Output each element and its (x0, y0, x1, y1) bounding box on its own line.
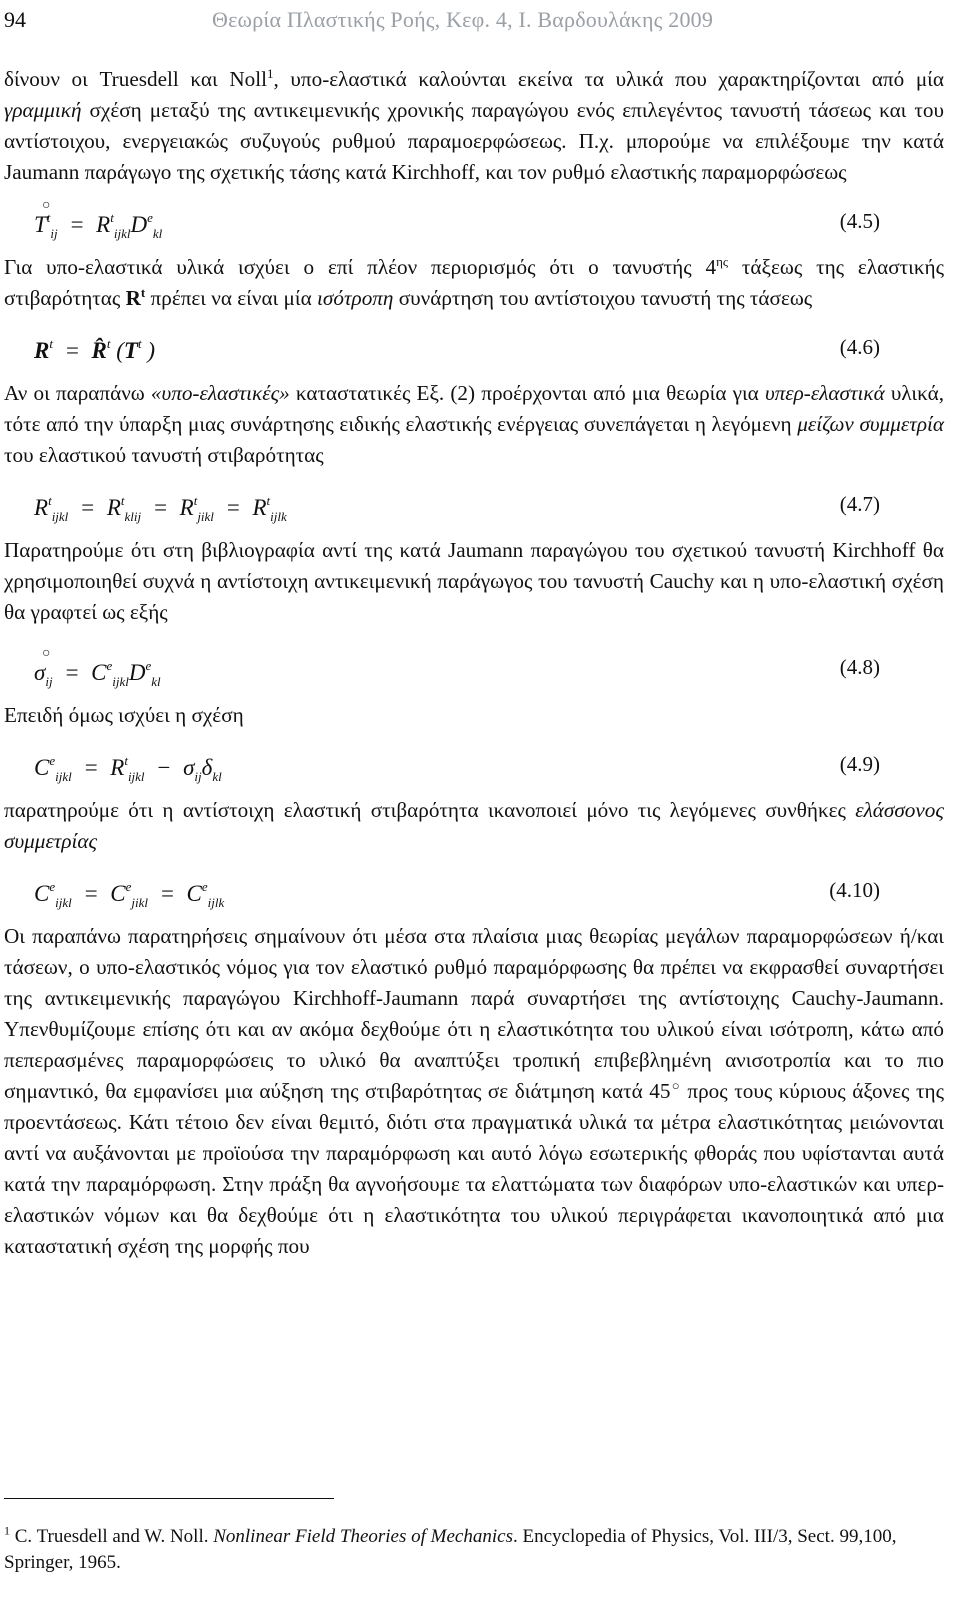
text-run: συνάρτηση του αντίστοιχου τανυστή της τάσεως (393, 286, 813, 310)
page-header (0, 0, 960, 40)
footnote-divider (4, 1498, 334, 1499)
degree-symbol: ○ (670, 1077, 681, 1093)
stiffness-superscript: t (140, 284, 146, 300)
equation-number: (4.9) (839, 752, 880, 776)
paragraph-isotropy (4, 252, 944, 314)
text-run: του ελαστικού τανυστή στιβαρότητας (4, 443, 324, 467)
footnote-ref[interactable]: 1 (266, 65, 274, 81)
equation-4-9 (4, 731, 944, 795)
italic-term: «υπο-ελαστικές» (150, 381, 290, 405)
equation-4-5 (4, 188, 944, 252)
equation-expression: $C^e_{ijkl} = R^t_{ijkl} - \sigma_{ij}\delta_{kl}$ (34, 753, 222, 784)
text-run: δίνουν οι Truesdell και Noll (4, 67, 267, 91)
stiffness-symbol: R (125, 286, 141, 310)
page-number: 94 (4, 7, 26, 32)
text-run: προς τους κύριους άξονες της προεντάσεως. Κάτι τέτοιο δεν είναι θεμιτό, διότι στα πραγματικά υλικά τα μέτρα ελαστικότητας μειώνονται αντί να αυξάνονται με προϊούσα την παραμόρφωση και αυτό λόγω εσωτερικής φθοράς που υφίστανται αυτά κατά την παραμόρφωση. Στην πράξη θα αγνοήσουμε τα ελαττώματα των διαφόρων υπο-ελαστικών και υπερ-ελαστικών νόμων και θα δεχθούμε ότι η ελαστικότητα του υλικού περιγράφεται ικανοποιητικά από μια καταστατική σχέση της μορφής που (4, 1079, 944, 1258)
footnote-authors: C. Truesdell and W. Noll. (10, 1526, 214, 1547)
italic-term: υπερ-ελαστικά (764, 381, 885, 405)
equation-4-7 (4, 471, 944, 535)
equation-expression: $C^e_{ijkl} = C^e_{jikl} = C^e_{ijlk}$ (34, 879, 225, 910)
text-run: , υπο-ελαστικά καλούνται εκείνα τα υλικά που χαρακτηρίζονται από μία (273, 67, 944, 91)
paragraph-intro (4, 64, 944, 188)
footnote-marker: 1 (4, 1523, 10, 1538)
italic-term: μείζων συμμετρία (797, 412, 944, 436)
running-title: Θεωρία Πλαστικής Ροής, Κεφ. 4, Ι. Βαρδουλάκης 2009 (212, 7, 714, 32)
text-run: σχέση μεταξύ της αντικειμενικής χρονικής παραγώγου ενός επιλεγέντος τανυστή τάσεως και του αντίστοιχου, ενεργειακώς συζυγούς ρυθμού παραμοερφώσεως. Π.χ. μπορούμε να επιλέξουμε την κατά Jaumann παράγωγο της σχετικής τάσης κατά Kirchhoff, και τον ρυθμό ελαστικής παραμορφώσεως (4, 98, 944, 184)
text-run: πρέπει να είναι μία (145, 286, 318, 310)
italic-term: γραμμική (4, 98, 82, 122)
equation-number: (4.5) (839, 209, 880, 233)
text-run: Οι παραπάνω παρατηρήσεις σημαίνουν ότι μέσα στα πλαίσια μιας θεωρίας μεγάλων παραμορφώσεων ή/και τάσεων, ο υπο-ελαστικός νόμος για τον ελαστικό ρυθμό παραμόρφωσης θα πρέπει να εκφρασθεί συναρτήσει της αντικειμενικής παραγώγου Kirchhoff-Jaumann παρά συναρτήσει της αντίστοιχης Cauchy-Jaumann. Υπενθυμίζουμε επίσης ότι και αν ακόμα δεχθούμε ότι η ελαστικότητα του υλικού είναι ισότροπη, κάτω από πεπερασμένες παραμορφώσεις το υλικό θα αναπτύξει τροπική επιβεβλημένη ανισοτροπία και το πιο σημαντικό, θα εμφανίσει μια αύξηση της στιβαρότητας σε διάτμηση κατά 45 (4, 924, 944, 1103)
paragraph-relation: Επειδή όμως ισχύει η σχέση (4, 703, 244, 727)
paragraph-hyperelastic (4, 378, 944, 471)
equation-expression: ○ $\sigma_{ij} = C^e_{ijkl}D^e_{kl}$ (34, 650, 161, 697)
text-run: υλικά, τότε από την ύπαρξη μιας συνάρτησης ειδικής ελαστικής ενέργειας συνεπάγεται η λεγόμενη (4, 381, 944, 436)
equation-number: (4.8) (839, 655, 880, 679)
text-run: τάξεως της ελαστικής στιβαρότητας (4, 255, 944, 310)
paragraph-conclusion (4, 921, 944, 1262)
equation-4-6 (4, 314, 944, 378)
text-run: Για υπο-ελαστικά υλικά ισχύει ο επί πλέον περιορισμός ότι ο τανυστής 4 (4, 255, 717, 279)
equation-4-10 (4, 857, 944, 921)
equation-number: (4.6) (839, 335, 880, 359)
footnote-title: Nonlinear Field Theories of Mechanics (213, 1526, 513, 1547)
paragraph-cauchy: Παρατηρούμε ότι στη βιβλιογραφία αντί της κατά Jaumann παραγώγου του σχετικού τανυστή Kirchhoff θα χρησιμοποιηθεί συχνά η αντίστοιχη αντικειμενική παράγωγος του τανυστή Cauchy και η υπο-ελαστική σχέση θα γραφτεί ως εξής (4, 538, 944, 624)
text-run: παρατηρούμε ότι η αντίστοιχη ελαστική στιβαρότητα ικανοποιεί μόνο τις λεγόμενες συνθήκες (4, 798, 856, 822)
page-body (4, 64, 944, 1262)
footnote (4, 1524, 944, 1576)
equation-expression: ○ $T^t_{ij} = R^t_{ijkl}D^e_{kl}$ (34, 202, 162, 249)
jaumann-ring-icon: ○ (42, 198, 51, 213)
paragraph-minor-symmetry (4, 795, 944, 857)
footnote-details: . Encyclopedia of Physics, Vol. III/3, Sect. 99,100, Springer, 1965. (4, 1526, 897, 1573)
equation-expression: $R^t_{ijkl} = R^t_{klij} = R^t_{jikl} = R^t_{ijlk}$ (34, 493, 287, 524)
ordinal-suffix: ης (716, 253, 729, 269)
equation-number: (4.7) (839, 492, 880, 516)
jaumann-ring-icon: ○ (42, 646, 51, 661)
italic-term: ελάσσονος συμμετρίας (4, 798, 944, 853)
equation-expression: $R^t$ = R̂$^t$ ($T^t$ ) (34, 336, 155, 363)
text-run: καταστατικές Εξ. (2) προέρχονται από μια θεωρία για (289, 381, 765, 405)
text-run: Αν οι παραπάνω (4, 381, 151, 405)
italic-term: ισότροπη (317, 286, 394, 310)
equation-4-8 (4, 628, 944, 700)
equation-number: (4.10) (829, 878, 880, 902)
